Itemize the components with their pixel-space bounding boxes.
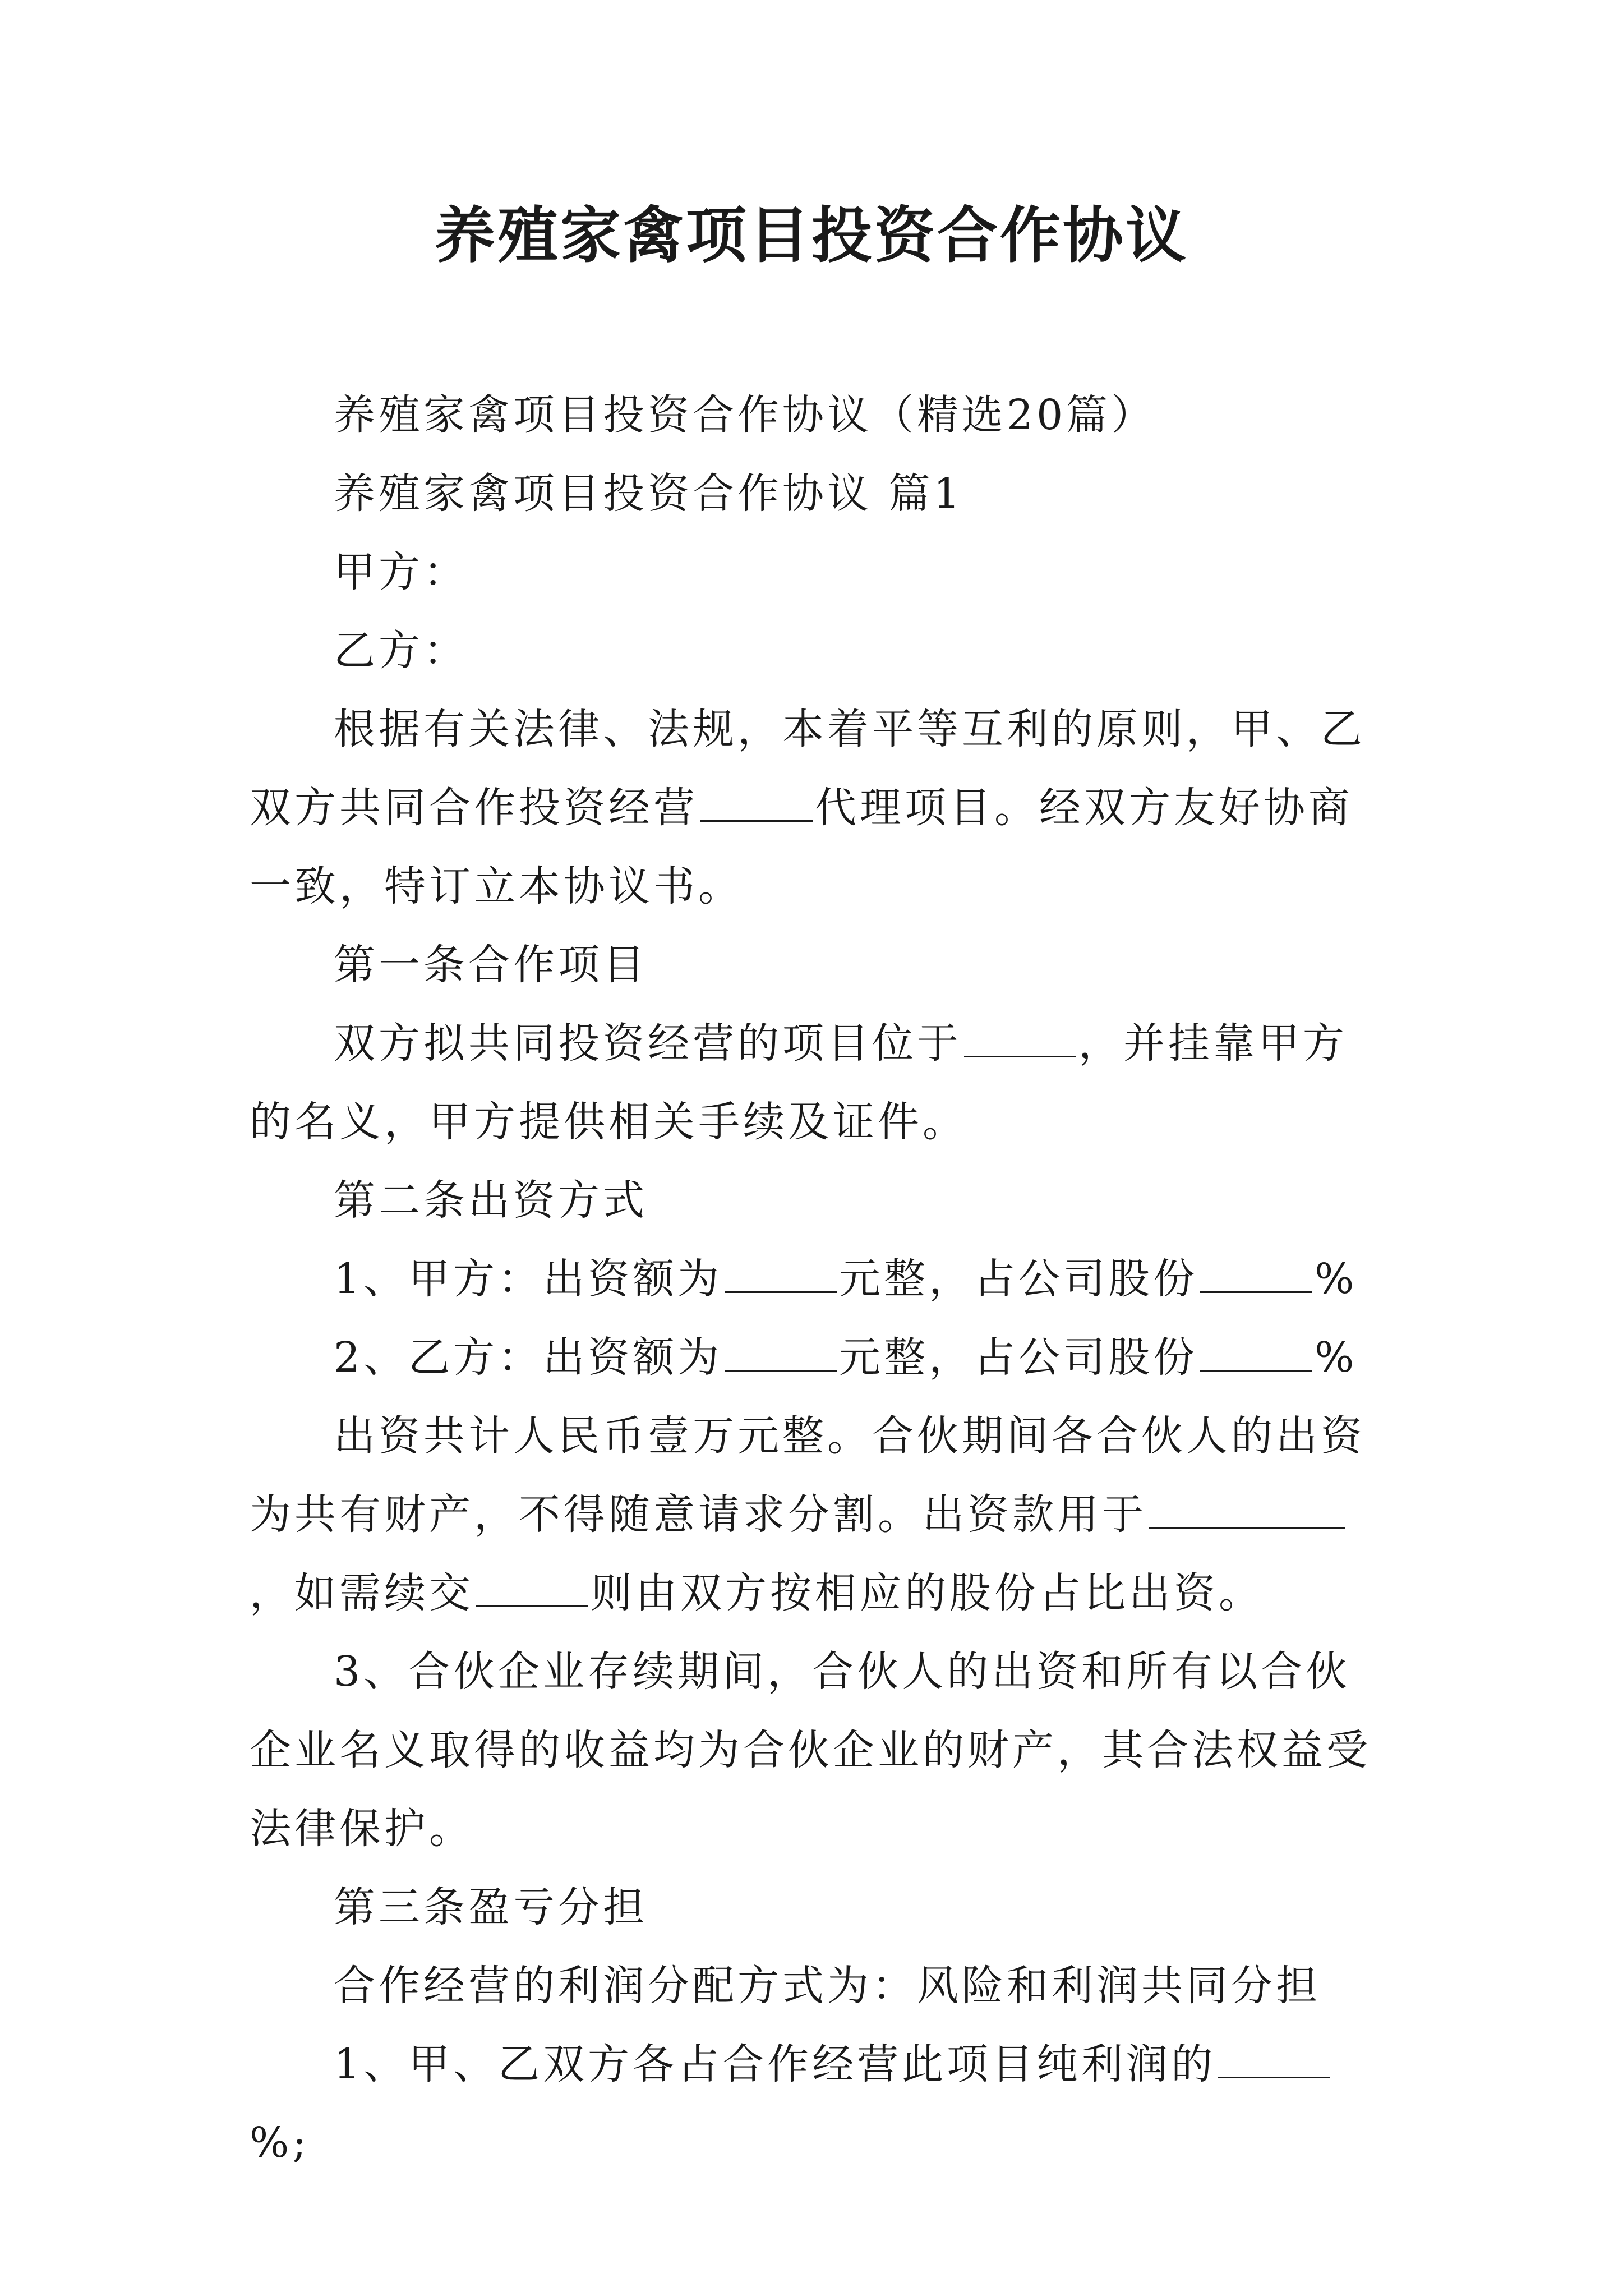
document-title: 养殖家禽项目投资合作协议 bbox=[434, 200, 1188, 271]
paragraph-total-contribution bbox=[250, 1397, 1391, 1632]
paragraph-subtitle: 养殖家禽项目投资合作协议（精选20篇） bbox=[334, 391, 1156, 439]
fill-in-blank bbox=[725, 1255, 837, 1293]
text-segment: 根据有关法律、法规，本着平等互利的原则，甲、乙双方共同合作投资经营 bbox=[250, 705, 1366, 832]
text-segment: %; bbox=[250, 2119, 310, 2167]
text-segment: 出资共计人民币壹万元整。合伙期间各合伙人的出资为共有财产，不得随意请求分割。出资款用于 bbox=[250, 1412, 1366, 1539]
paragraph-profit-share bbox=[250, 2025, 1391, 2182]
paragraph-preamble bbox=[250, 690, 1391, 926]
text-segment: 则由双方按相应的股份占比出资。 bbox=[591, 1569, 1264, 1617]
fill-in-blank bbox=[1200, 1255, 1312, 1293]
fill-in-blank bbox=[1218, 2041, 1330, 2078]
text-segment: 元整，占公司股份 bbox=[839, 1333, 1198, 1382]
paragraph-party-b-contribution bbox=[250, 1318, 1391, 1397]
fill-in-blank bbox=[476, 1570, 588, 1607]
text-segment: ，并挂靠甲方的名义，甲方提供相关手续及证件。 bbox=[250, 1019, 1348, 1146]
document-body bbox=[250, 376, 1391, 2182]
text-segment: 双方拟共同投资经营的项目位于 bbox=[334, 1019, 962, 1068]
paragraph-party-a-contribution bbox=[250, 1240, 1391, 1318]
text-segment: % bbox=[1315, 1255, 1358, 1303]
paragraph-party-b: 乙方： bbox=[334, 627, 468, 675]
paragraph-article-3-heading: 第三条盈亏分担 bbox=[334, 1883, 648, 1931]
paragraph-section-heading: 养殖家禽项目投资合作协议 篇1 bbox=[334, 470, 963, 518]
text-segment: % bbox=[1315, 1333, 1358, 1382]
text-segment: 1、甲、乙双方各占合作经营此项目纯利润的 bbox=[334, 2040, 1216, 2088]
text-segment: 代理项目。经双方友好协商一致，特订立本协议书。 bbox=[250, 784, 1353, 910]
text-segment: 元整，占公司股份 bbox=[839, 1255, 1198, 1303]
paragraph-partnership-property: 3、合伙企业存续期间，合伙人的出资和所有以合伙企业名义取得的收益均为合伙企业的财产，其合法权益受法律保护。 bbox=[250, 1648, 1371, 1853]
paragraph-article-2-heading: 第二条出资方式 bbox=[334, 1176, 648, 1225]
fill-in-blank bbox=[964, 1020, 1076, 1057]
fill-in-blank bbox=[1200, 1334, 1312, 1372]
text-segment: 1、甲方：出资额为 bbox=[334, 1255, 723, 1303]
fill-in-blank bbox=[1149, 1491, 1345, 1529]
paragraph-article-1-body bbox=[250, 1004, 1391, 1161]
fill-in-blank bbox=[700, 784, 813, 822]
fill-in-blank bbox=[725, 1334, 837, 1372]
paragraph-article-1-heading: 第一条合作项目 bbox=[334, 941, 648, 989]
paragraph-party-a: 甲方： bbox=[334, 548, 468, 596]
text-segment: 2、乙方：出资额为 bbox=[334, 1333, 723, 1382]
paragraph-profit-distribution: 合作经营的利润分配方式为：风险和利润共同分担 bbox=[334, 1962, 1321, 2010]
text-segment: ，如需续交 bbox=[250, 1569, 474, 1617]
